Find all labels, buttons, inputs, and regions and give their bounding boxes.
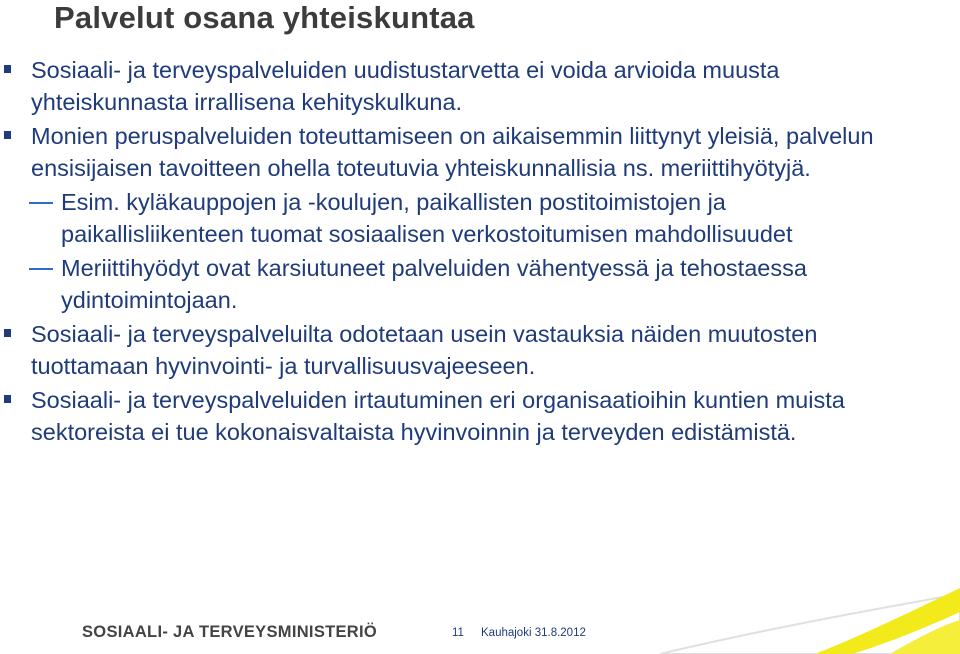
bullet-text: Sosiaali- ja terveyspalveluilta odotetaan usein vastauksia näiden muutosten tuottamaan hyvinvointi- ja turvallisuusvajeeseen. [31,321,818,379]
dash-bullet-icon [29,268,53,270]
bullet-text: Monien peruspalveluiden toteuttamiseen on aikaisemmin liittynyt yleisiä, palvelun ensisijaisen tavoitteen ohella toteutuvia yhteiskunnallisia ns. meriittihyötyjä. [31,123,874,181]
slide-content [0,54,960,450]
bullet-item [0,54,911,118]
sub-bullet-text: Esim. kyläkauppojen ja -koulujen, paikallisten postitoimistojen ja paikallisliikenteen tuomat sosiaalisen verkostoitumisen mahdollisuudet [61,189,793,247]
sub-bullet-item [0,252,901,316]
square-bullet-icon [4,131,11,139]
bullet-item [0,318,911,382]
footer-date: Kauhajoki 31.8.2012 [481,627,586,639]
ministry-logo: SOSIAALI- JA TERVEYSMINISTERIÖ [82,623,378,641]
bullet-item [0,120,911,184]
bullet-item [0,384,911,448]
bullet-text: Sosiaali- ja terveyspalveluiden uudistustarvetta ei voida arvioida muusta yhteiskunnasta irrallisena kehityskulkuna. [31,57,780,115]
square-bullet-icon [4,329,11,337]
square-bullet-icon [4,395,11,403]
decorative-swoosh-icon [640,560,960,654]
square-bullet-icon [4,65,11,73]
bullet-text: Sosiaali- ja terveyspalveluiden irtautuminen eri organisaatioihin kuntien muista sektoreista ei tue kokonaisvaltaista hyvinvoinnin ja terveyden edistämistä. [31,387,845,445]
page-number: 11 [452,627,464,639]
sub-bullet-item [0,186,901,250]
slide-title: Palvelut osana yhteiskuntaa [54,0,475,35]
sub-bullet-text: Meriittihyödyt ovat karsiutuneet palveluiden vähentyessä ja tehostaessa ydintoimintojaan. [61,255,807,313]
dash-bullet-icon [29,202,53,204]
